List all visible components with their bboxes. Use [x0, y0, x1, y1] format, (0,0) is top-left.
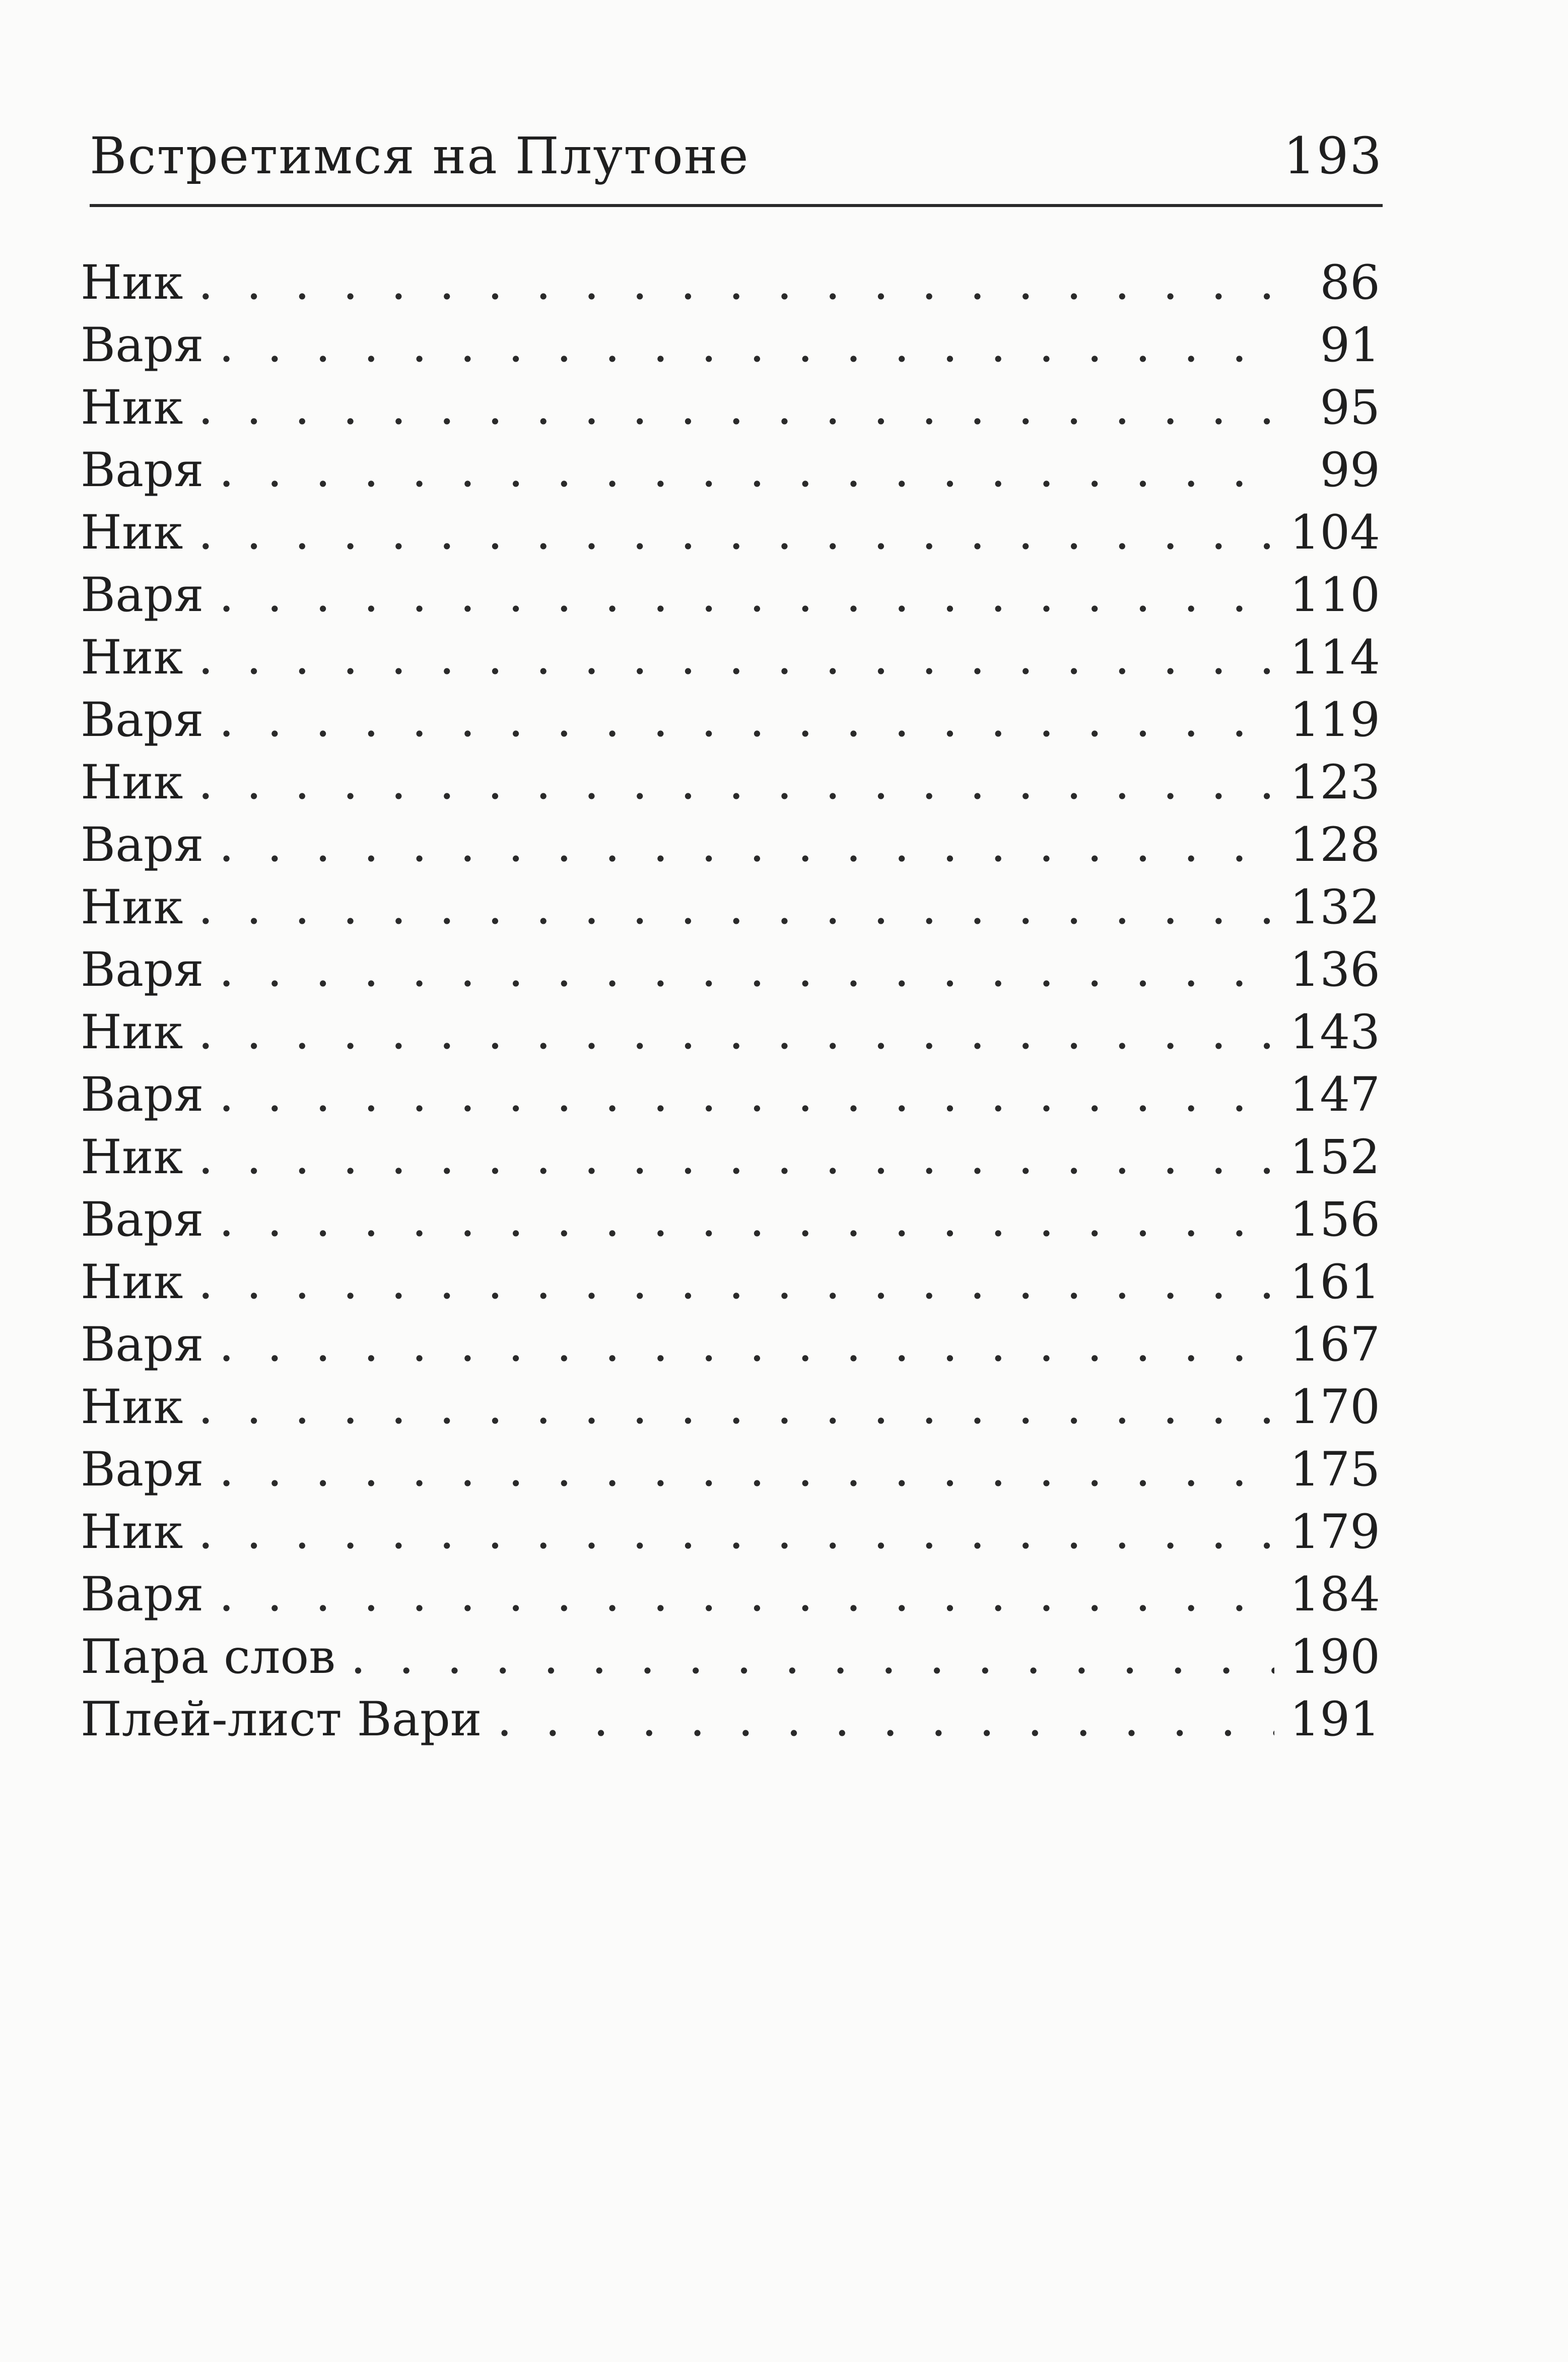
- page-number: 193: [1283, 126, 1383, 185]
- toc-dot-leader: [198, 252, 1274, 314]
- toc-entry-page: 95: [1320, 380, 1380, 435]
- toc-entry: [81, 627, 1380, 689]
- toc-entry: [81, 1501, 1380, 1564]
- toc-dot-leader: [198, 1501, 1274, 1564]
- toc-entry: [81, 502, 1380, 564]
- toc-entry-page: 110: [1289, 568, 1380, 623]
- toc-dot-leader: [497, 1689, 1274, 1751]
- toc-entry-title: Варя: [81, 1442, 204, 1497]
- toc-entry: [81, 752, 1380, 814]
- toc-entry-title: Ник: [81, 630, 183, 685]
- toc-entry-title: Варя: [81, 942, 204, 997]
- toc-dot-leader: [219, 1314, 1274, 1376]
- toc-dot-leader: [198, 1126, 1274, 1189]
- toc-dot-leader: [198, 502, 1274, 564]
- toc-entry-title: Варя: [81, 318, 204, 373]
- toc-entry: [81, 689, 1380, 752]
- toc-entry-title: Варя: [81, 818, 204, 872]
- toc-entry-page: 161: [1289, 1255, 1380, 1310]
- toc-entry: [81, 1001, 1380, 1064]
- toc-dot-leader: [198, 876, 1274, 939]
- toc-dot-leader: [219, 314, 1274, 377]
- toc-dot-leader: [351, 1626, 1274, 1689]
- toc-dot-leader: [198, 627, 1274, 689]
- toc-entry-title: Ник: [81, 1505, 183, 1560]
- toc-dot-leader: [198, 1376, 1274, 1439]
- toc-dot-leader: [219, 564, 1274, 627]
- toc-entry-page: 190: [1289, 1630, 1380, 1684]
- toc-entry-title: Варя: [81, 1317, 204, 1372]
- toc-entry-title: Варя: [81, 693, 204, 748]
- toc-entry-page: 170: [1289, 1380, 1380, 1435]
- toc-entry-page: 99: [1320, 443, 1380, 498]
- header-rule: [90, 204, 1383, 207]
- toc-dot-leader: [219, 939, 1274, 1001]
- toc-entry-page: 184: [1289, 1567, 1380, 1622]
- toc-entry-page: 143: [1289, 1005, 1380, 1060]
- toc-entry-title: Ник: [81, 255, 183, 310]
- toc-entry: [81, 314, 1380, 377]
- toc-entry-title: Ник: [81, 1380, 183, 1435]
- toc-entry-page: 86: [1320, 255, 1380, 310]
- toc-entry-title: Варя: [81, 568, 204, 623]
- toc-entry-title: Ник: [81, 880, 183, 935]
- toc-entry: [81, 1064, 1380, 1126]
- toc-entry-page: 104: [1289, 505, 1380, 560]
- toc-dot-leader: [198, 377, 1274, 439]
- toc-entry-page: 156: [1289, 1192, 1380, 1247]
- toc-entry-page: 191: [1289, 1692, 1380, 1747]
- toc-entry-page: 128: [1289, 818, 1380, 872]
- toc-entry-page: 132: [1289, 880, 1380, 935]
- toc-dot-leader: [219, 439, 1274, 502]
- toc-entry: [81, 377, 1380, 439]
- toc-dot-leader: [219, 689, 1274, 752]
- toc-entry-title: Варя: [81, 443, 204, 498]
- toc-entry-title: Варя: [81, 1567, 204, 1622]
- toc-entry-page: 167: [1289, 1317, 1380, 1372]
- toc-entry: [81, 876, 1380, 939]
- toc-entry-page: 147: [1289, 1067, 1380, 1122]
- toc-entry-page: 152: [1289, 1130, 1380, 1185]
- toc-entry: [81, 814, 1380, 876]
- toc-entry-title: Варя: [81, 1192, 204, 1247]
- toc-entry-title: Ник: [81, 1005, 183, 1060]
- book-title: Встретимся на Плутоне: [90, 126, 749, 185]
- table-of-contents: [81, 252, 1380, 1751]
- toc-entry: [81, 1126, 1380, 1189]
- toc-entry-page: 123: [1289, 755, 1380, 810]
- toc-entry: [81, 1689, 1380, 1751]
- toc-entry: [81, 1564, 1380, 1626]
- toc-entry-title: Ник: [81, 755, 183, 810]
- toc-dot-leader: [198, 1001, 1274, 1064]
- toc-dot-leader: [198, 1251, 1274, 1314]
- toc-entry-page: 119: [1289, 693, 1380, 748]
- toc-entry: [81, 439, 1380, 502]
- toc-entry-title: Плей-лист Вари: [81, 1692, 482, 1747]
- toc-entry: [81, 1251, 1380, 1314]
- toc-entry-title: Ник: [81, 505, 183, 560]
- toc-entry: [81, 1376, 1380, 1439]
- running-head: [90, 116, 1383, 185]
- toc-entry-title: Варя: [81, 1067, 204, 1122]
- toc-entry-page: 91: [1320, 318, 1380, 373]
- toc-dot-leader: [198, 752, 1274, 814]
- toc-entry-page: 175: [1289, 1442, 1380, 1497]
- toc-entry: [81, 564, 1380, 627]
- toc-dot-leader: [219, 1064, 1274, 1126]
- toc-entry: [81, 1439, 1380, 1501]
- toc-dot-leader: [219, 1439, 1274, 1501]
- toc-entry: [81, 1314, 1380, 1376]
- toc-entry-page: 136: [1289, 942, 1380, 997]
- toc-dot-leader: [219, 814, 1274, 876]
- toc-dot-leader: [219, 1564, 1274, 1626]
- toc-entry: [81, 1626, 1380, 1689]
- toc-entry-title: Ник: [81, 380, 183, 435]
- toc-entry-title: Пара слов: [81, 1630, 335, 1684]
- toc-entry-page: 179: [1289, 1505, 1380, 1560]
- toc-entry: [81, 939, 1380, 1001]
- toc-entry: [81, 1189, 1380, 1251]
- toc-entry-page: 114: [1289, 630, 1380, 685]
- toc-dot-leader: [219, 1189, 1274, 1251]
- toc-entry-title: Ник: [81, 1130, 183, 1185]
- toc-entry: [81, 252, 1380, 314]
- toc-entry-title: Ник: [81, 1255, 183, 1310]
